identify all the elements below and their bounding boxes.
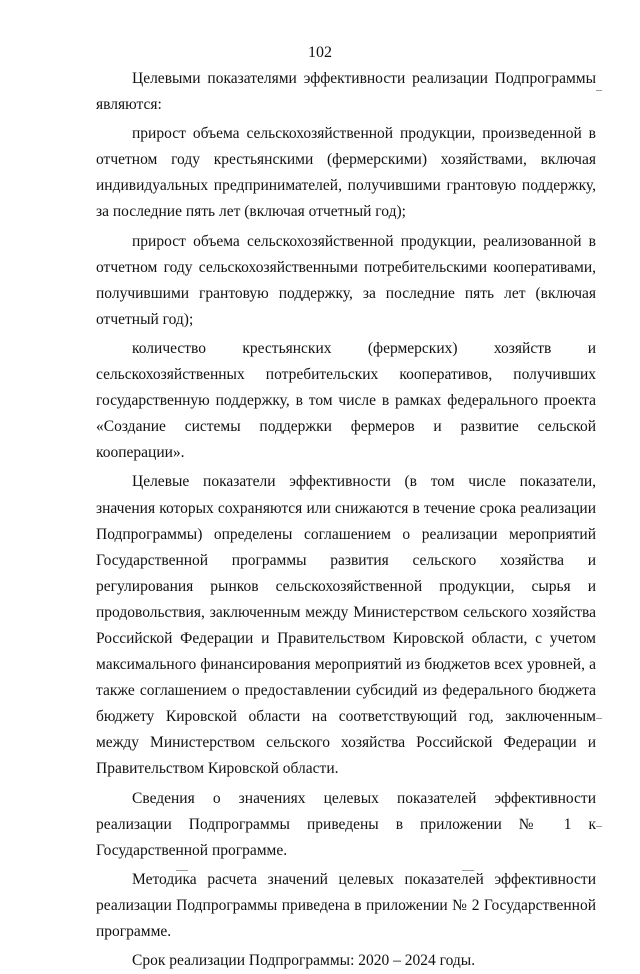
paragraph-indicator-1: прирост объема сельскохозяйственной продукции, произведенной в отчетном году крестьянскими (фермерскими) хозяйствами, включая индивидуальных предпринимателей, получившими грантовую поддержку, за последние пять лет (включая отчетный год);	[96, 125, 596, 221]
paragraph-indicator-2: прирост объема сельскохозяйственной продукции, реализованной в отчетном году сельскохозяйственными потребительскими кооперативами, получившими грантовую поддержку, за последние пять лет (включая отчетный год);	[96, 232, 596, 328]
paragraph-appendix-2: Методика расчета значений целевых показателей эффективности реализации Подпрограммы приведена в приложении № 2 Государственной программе.	[96, 870, 596, 940]
scan-mark	[596, 718, 602, 719]
paragraph-intro: Целевыми показателями эффективности реализации Подпрограммы являются:	[96, 70, 596, 114]
paragraph-appendix-1: Сведения о значениях целевых показателей эффективности реализации Подпрограммы приведены в приложении № 1 к Государственной программе.	[96, 789, 596, 859]
paragraph-term: Срок реализации Подпрограммы: 2020 – 2024 годы.	[132, 952, 476, 970]
scan-mark	[176, 870, 188, 871]
scan-mark	[596, 90, 602, 91]
paragraph-indicator-3: количество крестьянских (фермерских) хозяйств и сельскохозяйственных потребительских кооперативов, получивших государственную поддержку, в том числе в рамках федерального проекта «Создание системы поддержки фермеров и развитие сельской кооперации».	[96, 339, 596, 462]
scan-mark	[462, 870, 474, 871]
page-number: 102	[308, 44, 332, 61]
paragraph-agreement: Целевые показатели эффективности (в том числе показатели, значения которых сохраняются или снижаются в течение срока реализации Подпрограммы) определены соглашением о реализации мероприятий Государственной программы развития сельского хозяйства и регулирования рынков сельскохозяйственной продукции, сырья и продовольствия, заключенным между Министерством сельского хозяйства Российской Федерации и Правительством Кировской области, с учетом максимального финансирования мероприятий из бюджетов всех уровней, а также соглашением о предоставлении субсидий из федерального бюджета бюджету Кировской области на соответствующий год, заключенным между Министерством сельского хозяйства Российской Федерации и Правительством Кировской области.	[96, 473, 596, 778]
page-body	[96, 66, 596, 974]
scan-mark	[596, 826, 602, 827]
